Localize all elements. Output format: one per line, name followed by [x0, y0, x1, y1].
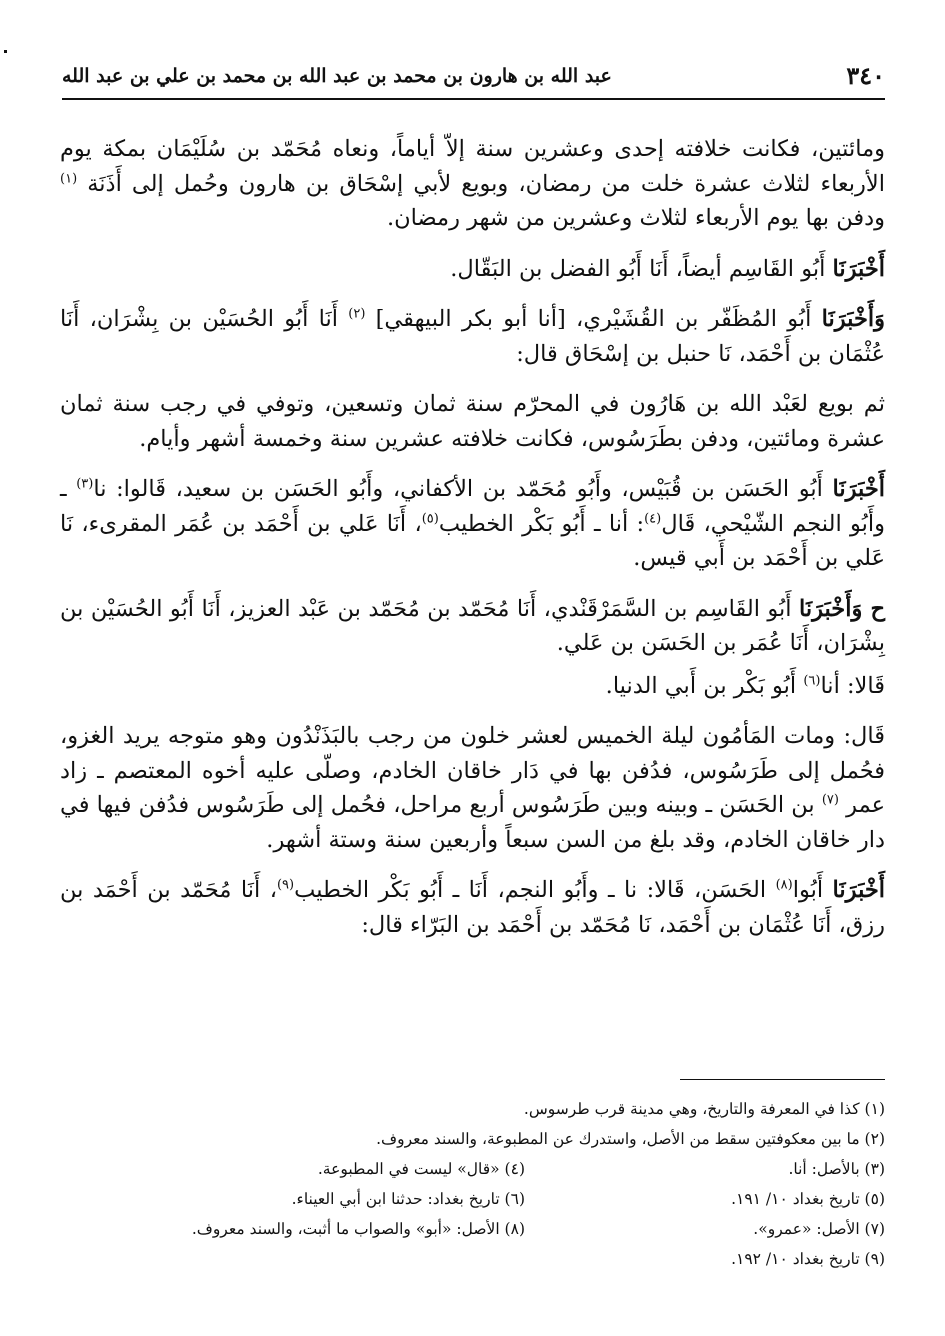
- footnote-ref-9: (٩): [276, 877, 295, 893]
- header-rule: [62, 98, 885, 100]
- footnote-row: [60, 1154, 885, 1184]
- footnote-7: (٧) الأصل: «عمرو».: [753, 1220, 885, 1238]
- paragraph-3: وَأَخْبَرَنَا أَبُو المُظَفّر بن القُشَيْري، [أنا أبو بكر البيهقي] $^{(٢)}$ أَنَا أَبُو الحُسَيْن بن بِشْرَان، أَنَا عُثْمَان بن أَحْمَد، نَا حنبل بن إسْحَاق قال:: [60, 306, 885, 367]
- paragraph-6: ح وَأَخْبَرَنَا أَبُو القَاسِم بن السَّمَرْقَنْدي، أَنَا مُحَمّد بن مُحَمّد بن عَبْد العزيز، أَنَا أَبُو الحُسَيْن بن بِشْرَان، أَنَا عُمَر بن الحَسَن بن عَلي.: [60, 595, 885, 656]
- footnote-3: (٣) بالأصل: أنا.: [788, 1160, 885, 1178]
- footnote-ref-2: (٢): [348, 306, 366, 322]
- footnote-ref-8: (٨): [775, 877, 793, 893]
- paragraph-9: أَخْبَرَنَا أَبُوا$^{(٨)}$ الحَسَن، قَالا: نا ـ وأَبُو النجم، أَنَا ـ أَبُو بَكْر الخطيب$^{(٩)}$، أَنَا مُحَمّد بن أَحْمَد بن رزق، أَنَا عُثْمَان بن أَحْمَد، نَا مُحَمّد بن أَحْمَد بن البَرّاء قال:: [60, 877, 886, 938]
- footnote-6: (٦) تاريخ بغداد: حدثنا ابن أبي العيناء.: [291, 1190, 525, 1208]
- footnote-row: [60, 1244, 885, 1274]
- footnote-row: [60, 1214, 885, 1244]
- footnotes: [60, 1094, 885, 1274]
- footnote-rule: [680, 1079, 885, 1080]
- paragraph-8: قَال: ومات المَأمُون ليلة الخميس لعشر خلون من رجب بالبَذَنْدُون وهو متوجه يريد الغزو، فحُمل إلى طَرَسُوس، فدُفن بها في دَار خاقان الخادم، وصلّى عليه أخوه المعتصم ـ زاد عمر $^{(٧)}$ بن الحَسَن ـ وبينه وبين طَرَسُوس أربع مراحل، فحُمل إلى طَرَسُوس فدُفن فيها في دار خاقان الخادم، وقد بلغ من السن سبعاً وأربعين سنة وستة أشهر.: [60, 723, 886, 853]
- footnote-ref-4: (٤): [644, 511, 662, 526]
- footnote-2: (٢) ما بين معكوفتين سقط من الأصل، واستدرك عن المطبوعة، والسند معروف.: [376, 1130, 885, 1148]
- margin-mark: [4, 50, 7, 53]
- paragraph-1: ومائتين، فكانت خلافته إحدى وعشرين سنة إلاّ أياماً، ونعاه مُحَمّد بن سُلَيْمَان بمكة يوم الأربعاء لثلاث عشرة خلت من رمضان، وبويع لأبي إسْحَاق بن هارون وحُمل إلى أَذَنَة $^{(١)}$ ودفن بها يوم الأربعاء لثلاث وعشرين من شهر رمضان.: [60, 136, 885, 231]
- footnote-ref-3: (٣): [76, 476, 94, 492]
- page-header: [62, 55, 885, 95]
- footnote-9: (٩) تاريخ بغداد ١٠/ ١٩٢.: [731, 1250, 885, 1268]
- footnote-row: [60, 1184, 885, 1214]
- page-number: ٣٤٠: [846, 61, 885, 90]
- footnote-ref-6: (٦): [803, 673, 821, 688]
- footnote-ref-7: (٧): [821, 792, 839, 808]
- body-text: [60, 132, 885, 942]
- footnote-5: (٥) تاريخ بغداد ١٠/ ١٩١.: [731, 1190, 885, 1208]
- footnote-4: (٤) «قال» ليست في المطبوعة.: [317, 1160, 525, 1178]
- keyword-wa-akhbarana: وَأَخْبَرَنَا: [821, 306, 885, 332]
- paragraph-5: أَخْبَرَنَا أَبُو الحَسَن بن قُبَيْس، وأَبُو مُحَمّد بن الأكفاني، وأَبُو الحَسَن بن سعيد، قَالوا: نا$^{(٣)}$ ـ وأَبُو النجم الشّيْحي، قَال$^{(٤)}$: أنا ـ أَبُو بَكْر الخطيب$^{(٥)}$، أَنَا عَلي بن أَحْمَد بن عُمَر المقرىء، نَا عَلي بن أَحْمَد بن أَبي قيس.: [60, 476, 885, 571]
- keyword-ha-wa-akhbarana: ح وَأَخْبَرَنَا: [798, 595, 885, 622]
- paragraph-7: قَالا: أنا$^{(٦)}$ أَبُو بَكْر بن أَبي الدنيا.: [605, 672, 885, 699]
- footnote-8: (٨) الأصل: «أبو» والصواب ما أثبت، والسند معروف.: [191, 1220, 525, 1238]
- footnote-row: [60, 1124, 885, 1154]
- paragraph-2: أَخْبَرَنَا أَبُو القَاسِم أيضاً، أَنَا أَبُو الفضل بن البَقّال.: [450, 255, 885, 282]
- footnote-ref-1: (١): [60, 171, 78, 186]
- footnote-row: [60, 1094, 885, 1124]
- keyword-akhbarana: أَخْبَرَنَا: [832, 476, 885, 502]
- keyword-akhbarana: أَخْبَرَنَا: [832, 877, 886, 903]
- keyword-akhbarana: أَخْبَرَنَا: [832, 255, 885, 282]
- running-title: عبد الله بن هارون بن محمد بن عبد الله بن محمد بن علي بن عبد الله: [62, 65, 612, 87]
- footnote-1: (١) كذا في المعرفة والتاريخ، وهي مدينة قرب طرسوس.: [523, 1100, 885, 1118]
- footnote-ref-5: (٥): [421, 511, 439, 526]
- paragraph-4: ثم بويع لعَبْد الله بن هَارُون في المحرّم سنة ثمان وتسعين، وتوفي في رجب سنة ثمان عشرة ومائتين، ودفن بطَرَسُوس، فكانت خلافته عشرين سنة وخمسة أشهر وأيام.: [60, 391, 885, 452]
